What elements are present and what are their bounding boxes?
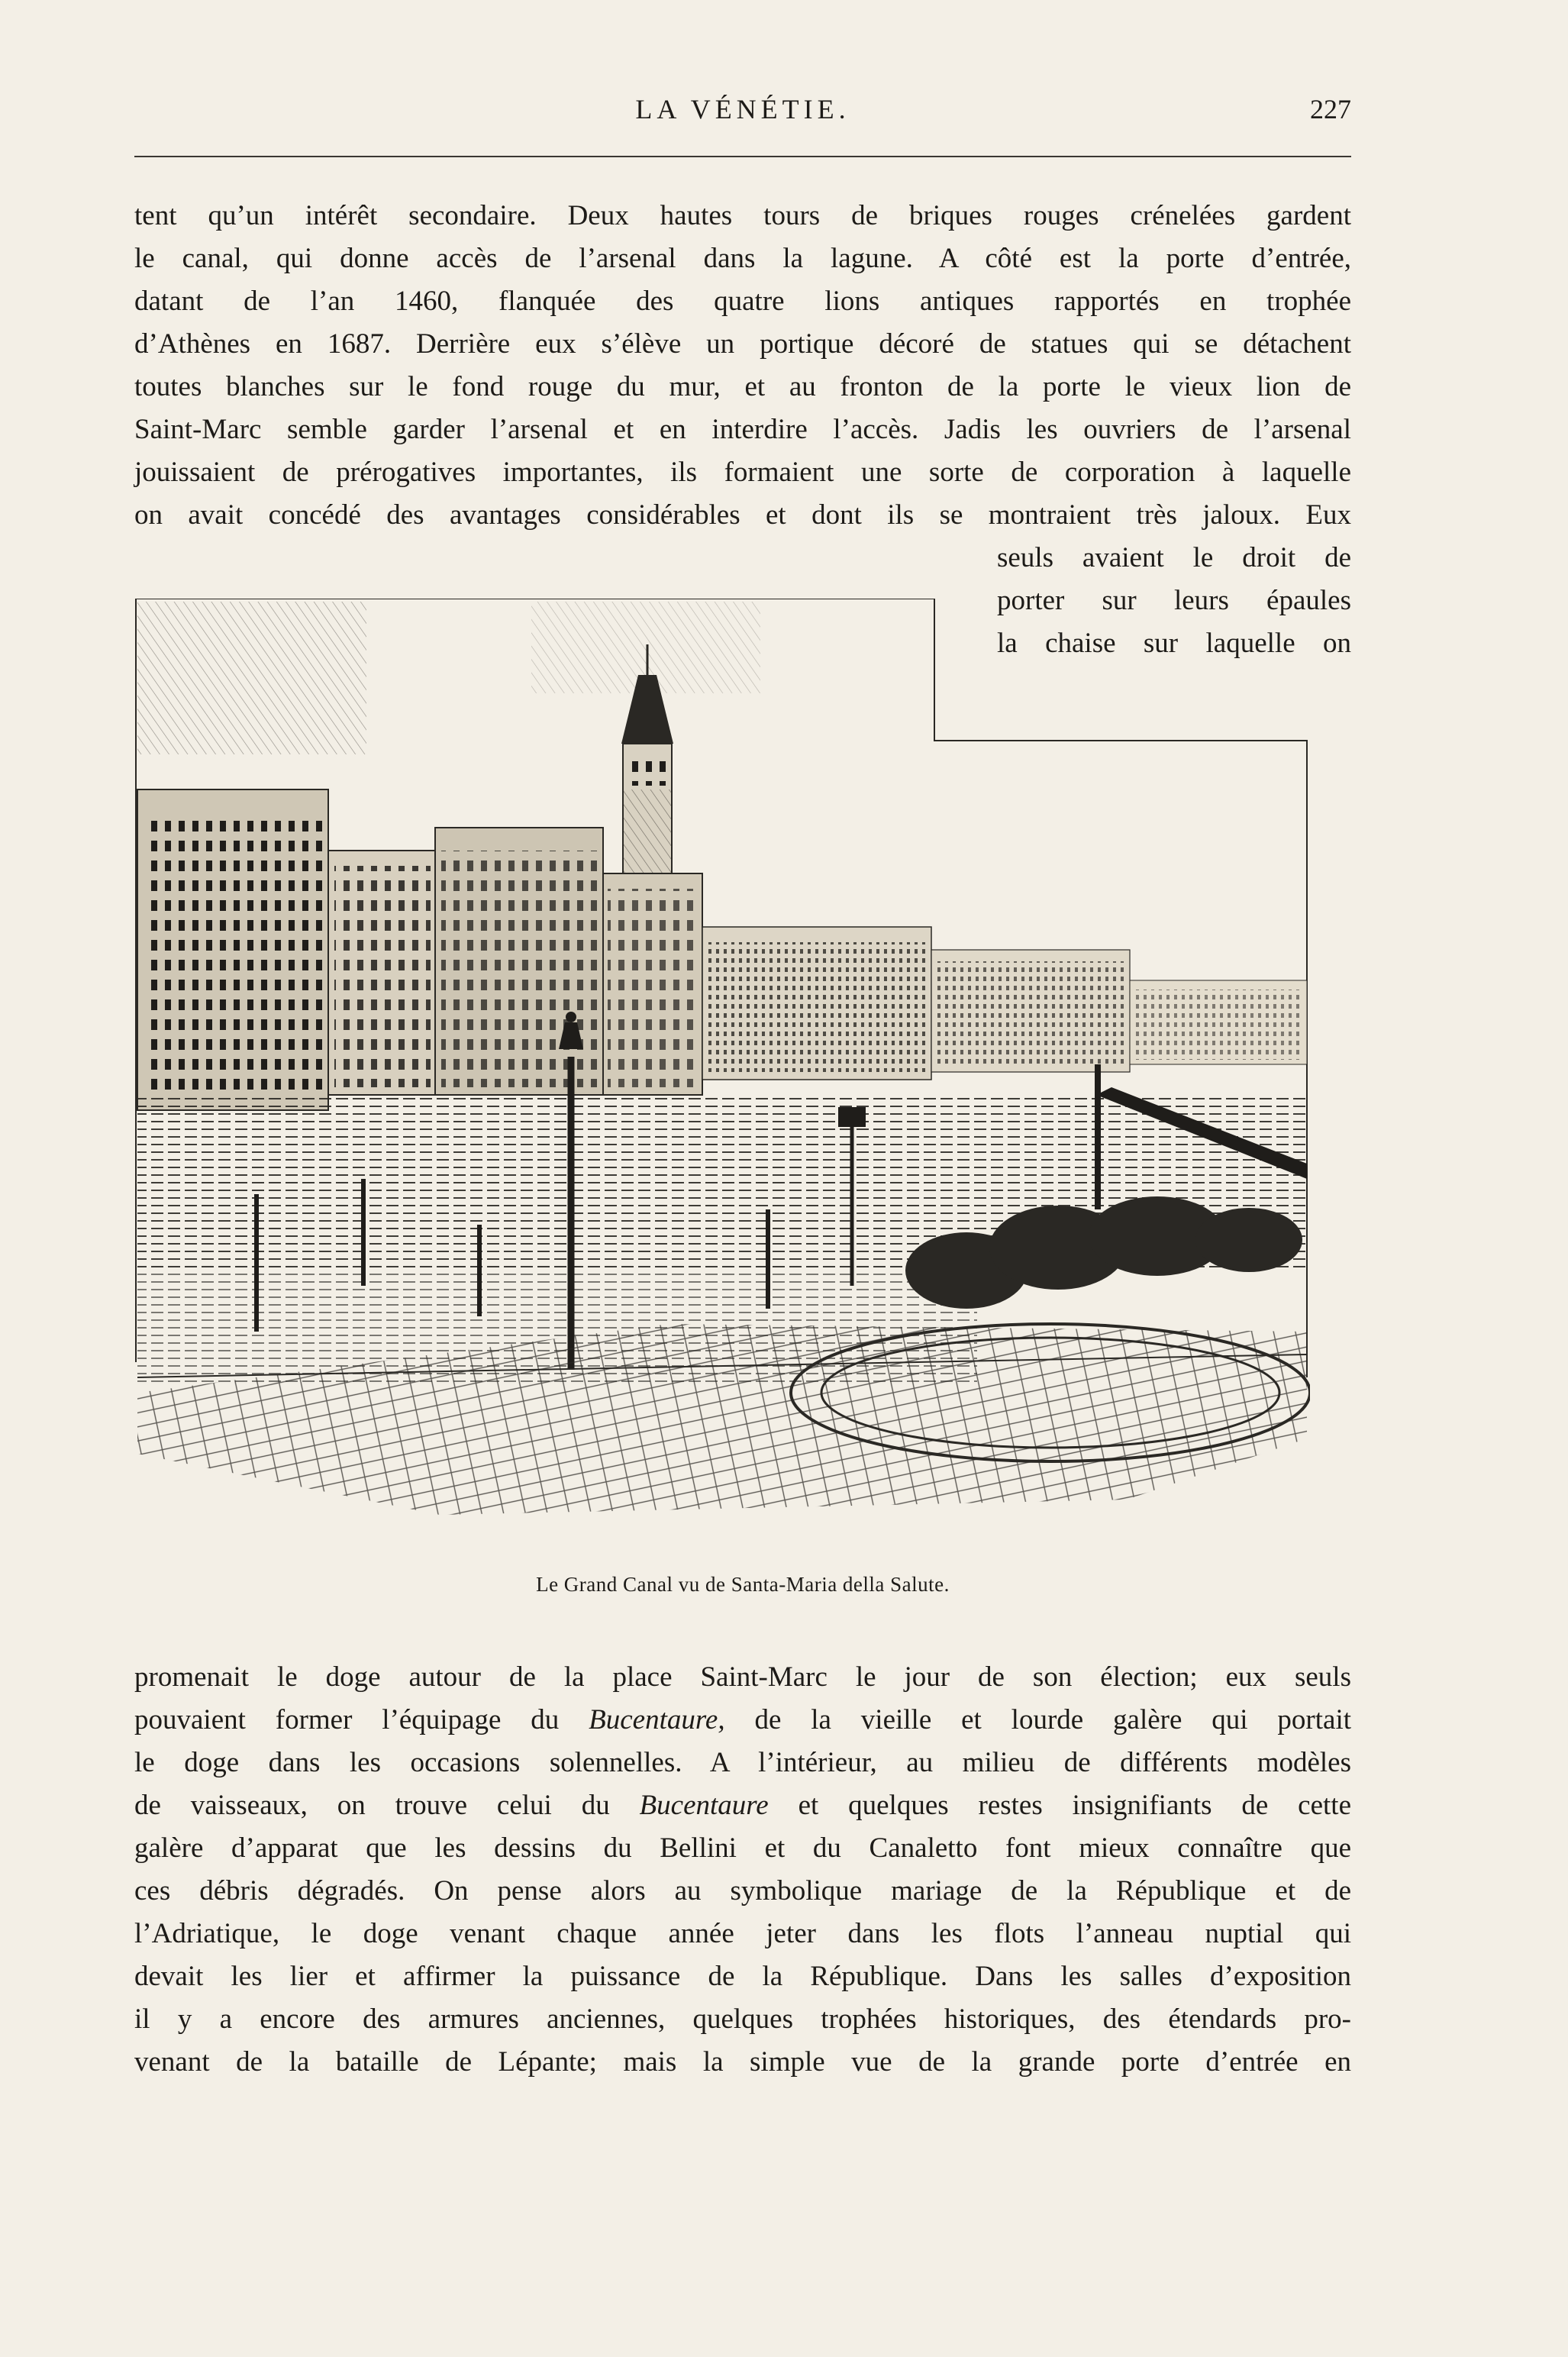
text-line: Saint-Marc semble garder l’arsenal et en interdire l’accès. Jadis les ouvriers de l’arsenal	[134, 414, 1351, 445]
text-line: ces débris dégradés. On pense alors au symbolique mariage de la République et de	[134, 1875, 1351, 1907]
text-line: l’Adriatique, le doge venant chaque année jeter dans les flots l’anneau nuptial qui	[134, 1918, 1351, 1949]
illustration-caption: Le Grand Canal vu de Santa-Maria della Salute.	[536, 1573, 950, 1596]
engraving-grand-canal	[134, 599, 1310, 1561]
text-line: promenait le doge autour de la place Saint-Marc le jour de son élection; eux seuls	[134, 1661, 1351, 1693]
text-line: il y a encore des armures anciennes, quelques trophées historiques, des étendards pro-	[134, 2003, 1351, 2035]
text-line: jouissaient de prérogatives importantes, ils formaient une sorte de corporation à laquelle	[134, 457, 1351, 488]
text-line: le canal, qui donne accès de l’arsenal dans la lagune. A côté est la porte d’entrée,	[134, 243, 1351, 274]
ship-name: Bucentaure	[639, 1790, 769, 1821]
text-line: devait les lier et affirmer la puissance de la République. Dans les salles d’exposition	[134, 1961, 1351, 1992]
left-palaces	[137, 789, 702, 1110]
running-title: LA VÉNÉTIE.	[635, 94, 850, 124]
ship-name: Bucentaure,	[589, 1704, 725, 1735]
text-line: on avait concédé des avantages considérables et dont ils se montraient très jaloux. Eux	[134, 499, 1351, 531]
text-line: venant de la bataille de Lépante; mais la simple vue de la grande porte d’entrée en	[134, 2046, 1351, 2078]
text-line: d’Athènes en 1687. Derrière eux s’élève un portique décoré de statues qui se détachent	[134, 328, 1351, 360]
header-rule	[134, 156, 1351, 157]
far-shore-buildings	[702, 927, 1307, 1080]
page-number: 227	[1310, 94, 1351, 124]
text-line: tent qu’un intérêt secondaire. Deux hautes tours de briques rouges crénelées gardent	[134, 200, 1351, 231]
text-line: galère d’apparat que les dessins du Bellini et du Canaletto font mieux connaître que	[134, 1832, 1351, 1864]
text-line: datant de l’an 1460, flanquée des quatre lions antiques rapportés en trophée	[134, 286, 1351, 317]
side-text-line: porter sur leurs épaules	[997, 585, 1351, 616]
running-head	[134, 89, 1351, 134]
text-line: toutes blanches sur le fond rouge du mur, et au fronton de la porte le vieux lion de	[134, 371, 1351, 402]
side-text-line: seuls avaient le droit de	[997, 542, 1351, 573]
side-text-line: la chaise sur laquelle on	[997, 628, 1351, 659]
text-line: le doge dans les occasions solennelles. A l’intérieur, au milieu de différents modèles	[134, 1747, 1351, 1778]
text-line: de vaisseaux, on trouve celui du Bucentaure et quelques restes insignifiants de cette	[134, 1790, 1351, 1821]
text-line: pouvaient former l’équipage du Bucentaure, de la vieille et lourde galère qui portait	[134, 1704, 1352, 1735]
